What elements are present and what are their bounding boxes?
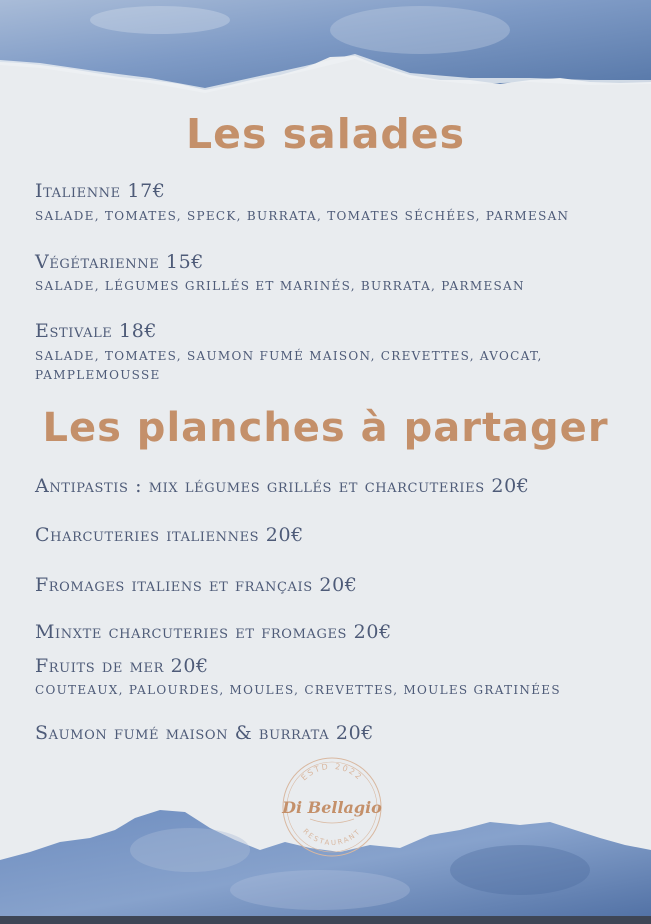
salade-italienne-name: Italienne 17€ <box>35 180 166 202</box>
salade-vegetarienne-description: SALADE, LÉGUMES GRILLÉS ET MARINÉS, BURRATA, PARMESAN <box>35 279 525 293</box>
svg-text:ESTD 2022 <box>300 762 365 782</box>
planche-fruits-de-mer-name: Fruits de mer 20€ <box>35 655 209 677</box>
logo-name: Di Bellagio <box>282 798 382 817</box>
planche-charcuteries-name: Charcuteries italiennes 20€ <box>35 524 304 546</box>
salade-italienne-description: SALADE, TOMATES, SPECK, BURRATA, TOMATES SÉCHÉES, PARMESAN <box>35 209 570 223</box>
planches-title: Les planches à partager <box>42 405 609 451</box>
watercolor-header <box>0 0 651 120</box>
logo-top-text: ESTD 2022 <box>299 761 365 783</box>
di-bellagio-logo <box>280 755 384 859</box>
planche-fromages-name: Fromages italiens et français 20€ <box>35 574 358 596</box>
salades-title: Les salades <box>186 110 465 158</box>
planche-fruits-de-mer-description: COUTEAUX, PALOURDES, MOULES, CREVETTES, MOULES GRATINÉES <box>35 683 561 697</box>
logo-bottom-text: RESTAURANT <box>301 827 363 848</box>
salade-vegetarienne-name: Végétarienne 15€ <box>35 251 204 273</box>
salade-estivale-description: SALADE, TOMATES, SAUMON FUMÉ MAISON, CREVETTES, AVOCAT, PAMPLEMOUSSE <box>35 349 543 382</box>
planche-mixte-name: Minxte charcuteries et fromages 20€ <box>35 621 392 643</box>
salade-estivale-name: Estivale 18€ <box>35 320 158 342</box>
svg-text:RESTAURANT <box>301 827 362 847</box>
bottom-border <box>0 916 651 924</box>
planche-antipastis-name: Antipastis : mix légumes grillés et charcuteries 20€ <box>35 475 530 497</box>
planche-saumon-name: Saumon fumé maison & burrata 20€ <box>35 722 374 744</box>
